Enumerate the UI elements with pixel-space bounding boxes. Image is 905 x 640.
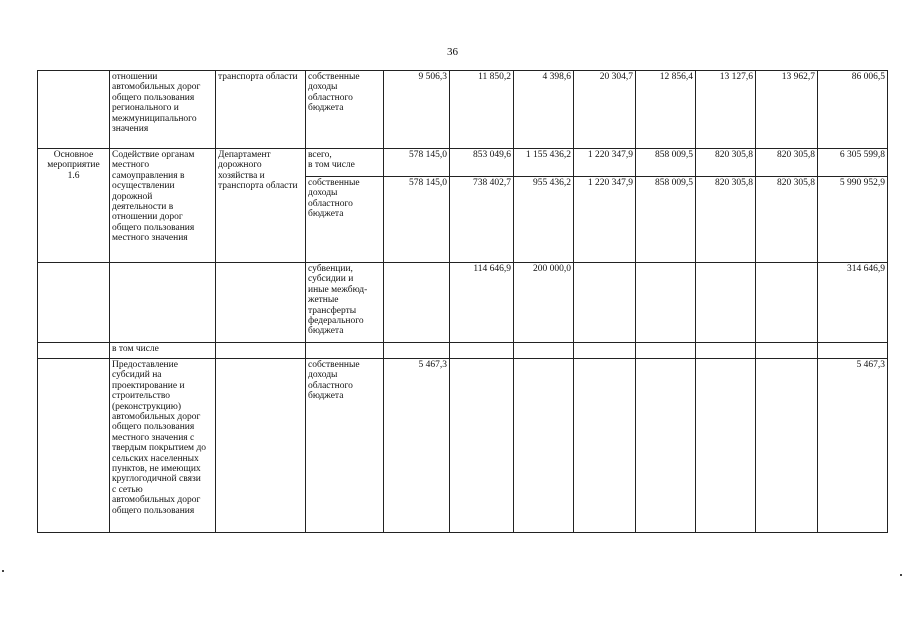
activity-name-cell: отношении автомобильных дорог общего пользования регионального и межмуниципального значения: [110, 71, 216, 149]
value-cell: 578 145,0: [384, 149, 450, 177]
value-cell: [574, 343, 636, 359]
value-cell: 12 856,4: [636, 71, 696, 149]
value-cell: 820 305,8: [696, 149, 756, 177]
total-cell: [818, 343, 888, 359]
funding-source-cell: всего, в том числе: [306, 149, 384, 177]
value-cell: 1 220 347,9: [574, 149, 636, 177]
total-cell: 5 467,3: [818, 359, 888, 533]
value-cell: [574, 359, 636, 533]
value-cell: 1 220 347,9: [574, 177, 636, 263]
table-row: [38, 149, 888, 177]
value-cell: 5 467,3: [384, 359, 450, 533]
value-cell: [756, 359, 818, 533]
table-row: [38, 263, 888, 343]
value-cell: [384, 263, 450, 343]
value-cell: 738 402,7: [450, 177, 514, 263]
total-cell: 6 305 599,8: [818, 149, 888, 177]
value-cell: 820 305,8: [756, 177, 818, 263]
value-cell: 4 398,6: [514, 71, 574, 149]
value-cell: 9 506,3: [384, 71, 450, 149]
total-cell: 86 006,5: [818, 71, 888, 149]
value-cell: 13 127,6: [696, 71, 756, 149]
activity-name-cell: [110, 263, 216, 343]
value-cell: 13 962,7: [756, 71, 818, 149]
value-cell: [696, 263, 756, 343]
budget-table: [37, 70, 888, 533]
value-cell: [756, 343, 818, 359]
table-row: [38, 71, 888, 149]
event-cell: [38, 343, 110, 359]
event-cell: [38, 359, 110, 533]
funding-source-cell: субвенции, субсидии и иные межбюд- жетные трансферты федерального бюджета: [306, 263, 384, 343]
total-cell: 5 990 952,9: [818, 177, 888, 263]
executor-cell: [216, 343, 306, 359]
value-cell: [574, 263, 636, 343]
value-cell: 858 009,5: [636, 149, 696, 177]
value-cell: [636, 359, 696, 533]
value-cell: 200 000,0: [514, 263, 574, 343]
value-cell: 114 646,9: [450, 263, 514, 343]
activity-name-cell: Предоставление субсидий на проектирование и строительство (реконструкцию) автомобильных дорог общего пользования местного значения с твердым покрытием до сельских населенных пунктов, не имеющих круглогодичной связи с сетью автомобильных дорог общего пользования: [110, 359, 216, 533]
value-cell: [636, 343, 696, 359]
executor-cell: [216, 359, 306, 533]
value-cell: 853 049,6: [450, 149, 514, 177]
value-cell: 1 155 436,2: [514, 149, 574, 177]
value-cell: [696, 359, 756, 533]
activity-name-cell: Содействие органам местного самоуправления в осуществлении дорожной деятельности в отношении дорог общего пользования местного значения: [110, 149, 216, 263]
value-cell: [450, 343, 514, 359]
table-row: [38, 359, 888, 533]
table-row: [38, 343, 888, 359]
funding-source-cell: [306, 343, 384, 359]
activity-name-cell: в том числе: [110, 343, 216, 359]
executor-cell: транспорта области: [216, 71, 306, 149]
value-cell: [514, 343, 574, 359]
funding-source-cell: собственные доходы областного бюджета: [306, 177, 384, 263]
value-cell: 820 305,8: [696, 177, 756, 263]
value-cell: [384, 343, 450, 359]
value-cell: [514, 359, 574, 533]
value-cell: [696, 343, 756, 359]
value-cell: 11 850,2: [450, 71, 514, 149]
scan-speck: [2, 570, 4, 572]
value-cell: 955 436,2: [514, 177, 574, 263]
value-cell: 858 009,5: [636, 177, 696, 263]
event-cell: [38, 263, 110, 343]
funding-source-cell: собственные доходы областного бюджета: [306, 71, 384, 149]
value-cell: 578 145,0: [384, 177, 450, 263]
funding-source-cell: собственные доходы областного бюджета: [306, 359, 384, 533]
value-cell: 20 304,7: [574, 71, 636, 149]
executor-cell: [216, 263, 306, 343]
value-cell: 820 305,8: [756, 149, 818, 177]
total-cell: 314 646,9: [818, 263, 888, 343]
executor-cell: Департамент дорожного хозяйства и транспорта области: [216, 149, 306, 263]
value-cell: [450, 359, 514, 533]
event-cell: Основное мероприятие 1.6: [38, 149, 110, 263]
value-cell: [756, 263, 818, 343]
scan-speck: [900, 574, 902, 576]
page-number: 36: [447, 46, 458, 58]
event-cell: [38, 71, 110, 149]
value-cell: [636, 263, 696, 343]
